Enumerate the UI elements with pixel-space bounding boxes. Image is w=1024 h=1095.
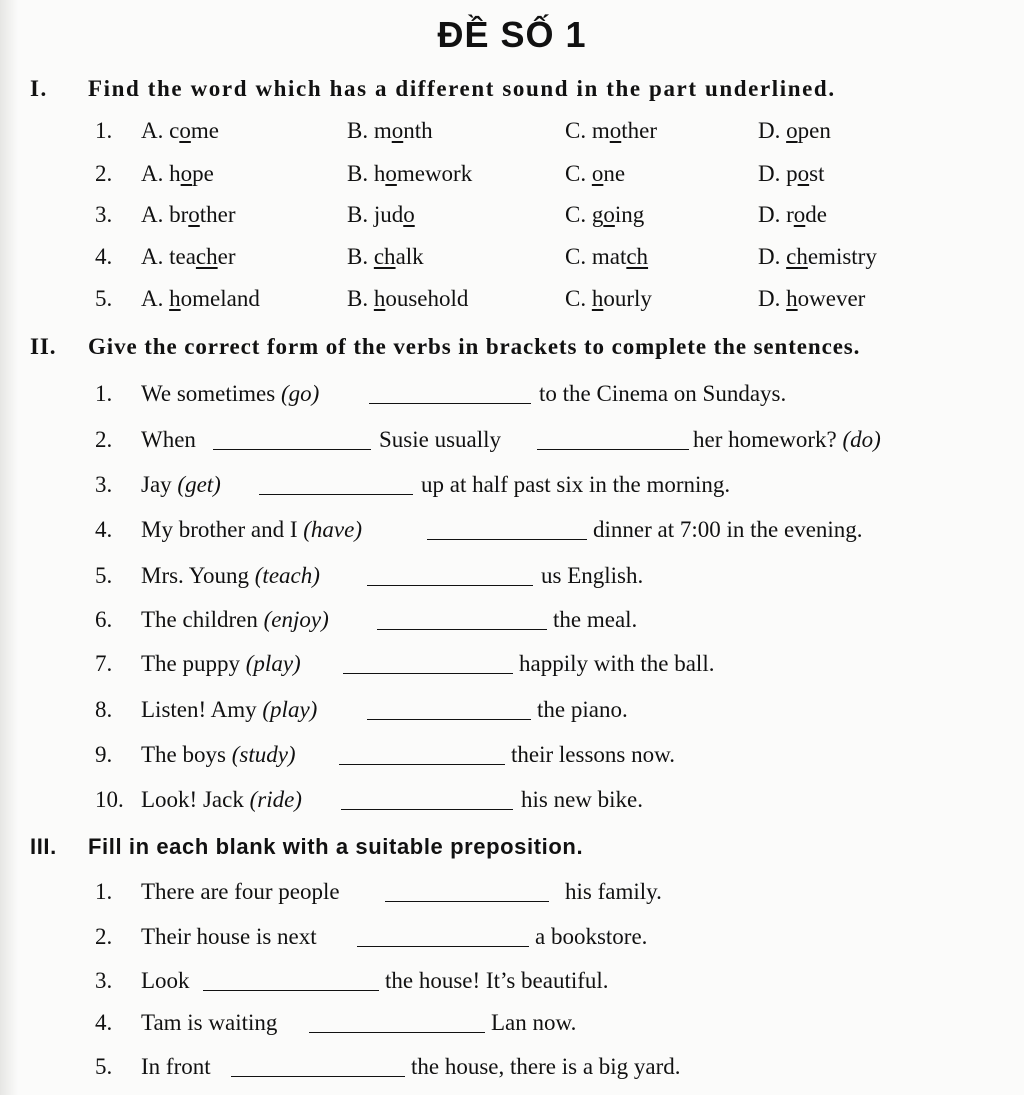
option-c: C. mother [565,118,657,143]
option-b: B. judo [347,202,415,227]
answer-blank[interactable] [339,764,505,765]
answer-blank[interactable] [369,403,531,404]
sentence-number: 5. [95,1054,113,1079]
section-3-heading [30,834,583,860]
answer-blank[interactable] [309,1032,485,1033]
option-c: C. match [565,244,649,269]
sentence-suffix: us English. [541,563,644,588]
answer-blank[interactable] [357,946,529,947]
sentence-suffix: a bookstore. [535,924,648,949]
option-a: A. teacher [141,244,236,269]
question-row [95,161,995,191]
option-a: A. hope [141,161,214,186]
sentence-number: 2. [95,427,113,452]
section-3-number: III. [30,834,57,859]
sentence-suffix: his family. [565,879,662,904]
section-1-number: I. [30,76,48,101]
sentence-prefix: There are four people [141,879,340,904]
verb-hint: (enjoy) [263,607,329,632]
sentence-prefix: The boys (study) [141,742,296,767]
option-d: D. post [758,161,825,186]
sentence-number: 3. [95,472,113,497]
question-row [95,202,995,232]
question-number: 2. [95,161,113,186]
sentence-suffix: the house, there is a big yard. [411,1054,681,1079]
sentence-number: 8. [95,697,113,722]
sentence-number: 3. [95,968,113,993]
verb-hint: (play) [245,651,301,676]
sentence-prefix: My brother and I (have) [141,517,362,542]
option-c: C. going [565,202,645,227]
sentence-prefix: The puppy (play) [141,651,301,676]
question-number: 4. [95,244,113,269]
option-b: B. chalk [347,244,424,269]
verb-hint: (go) [280,381,320,406]
sentence-middle: Susie usually [379,427,502,452]
sentence-prefix: The children (enjoy) [141,607,329,632]
sentence-suffix: dinner at 7:00 in the evening. [593,517,863,542]
sentence-suffix: Lan now. [491,1010,577,1035]
verb-hint: (do) [842,427,881,452]
answer-blank[interactable] [537,449,689,450]
section-2-heading [30,334,860,360]
sentence-prefix: Listen! Amy (play) [141,697,318,722]
answer-blank[interactable] [367,719,531,720]
option-d: D. chemistry [758,244,877,269]
question-row [95,244,995,274]
sentence-number: 6. [95,607,113,632]
answer-blank[interactable] [213,449,371,450]
sentence-prefix: Their house is next [141,924,317,949]
answer-blank[interactable] [377,629,547,630]
option-a: A. homeland [141,286,260,311]
verb-hint: (play) [262,697,318,722]
sentence-suffix: up at half past six in the morning. [421,472,731,497]
option-b: B. household [347,286,469,311]
answer-blank[interactable] [343,673,513,674]
question-number: 3. [95,202,113,227]
sentence-number: 4. [95,1010,113,1035]
sentence-suffix: his new bike. [521,787,644,812]
section-2-number: II. [30,334,57,359]
option-a: A. come [141,118,219,143]
option-d: D. rode [758,202,827,227]
option-b: B. month [347,118,433,143]
section-2-instruction: Give the correct form of the verbs in brackets to complete the sentences. [88,334,861,359]
answer-blank[interactable] [231,1076,405,1077]
sentence-suffix: their lessons now. [511,742,675,767]
sentence-number: 5. [95,563,113,588]
section-3-instruction: Fill in each blank with a suitable preposition. [88,834,584,859]
question-row [95,118,995,148]
page-edge-shadow [0,0,18,1095]
section-1-instruction: Find the word which has a different sound in the part underlined. [88,76,836,101]
sentence-prefix: In front [141,1054,211,1079]
sentence-suffix: the piano. [537,697,628,722]
option-d: D. open [758,118,831,143]
answer-blank[interactable] [385,901,549,902]
sentence-number: 10. [95,787,124,812]
option-b: B. homework [347,161,473,186]
answer-blank[interactable] [259,494,413,495]
sentence-suffix: her homework? (do) [693,427,881,452]
sentence-prefix: Tam is waiting [141,1010,278,1035]
sentence-prefix: Look! Jack (ride) [141,787,302,812]
sentence-prefix: We sometimes (go) [141,381,320,406]
question-row [95,286,995,316]
verb-hint: (teach) [254,563,320,588]
answer-blank[interactable] [203,990,379,991]
sentence-prefix: When [141,427,196,452]
sentence-prefix: Look [141,968,190,993]
verb-hint: (ride) [249,787,302,812]
sentence-number: 1. [95,381,113,406]
sentence-suffix: the meal. [553,607,638,632]
section-1-heading [30,76,836,102]
question-number: 1. [95,118,113,143]
sentence-number: 9. [95,742,113,767]
verb-hint: (get) [177,472,221,497]
sentence-number: 7. [95,651,113,676]
sentence-prefix: Jay (get) [141,472,221,497]
option-d: D. however [758,286,866,311]
sentence-number: 4. [95,517,113,542]
sentence-suffix: to the Cinema on Sundays. [539,381,787,406]
verb-hint: (study) [231,742,296,767]
question-number: 5. [95,286,113,311]
sentence-suffix: happily with the ball. [519,651,715,676]
answer-blank[interactable] [427,539,587,540]
sentence-suffix: the house! It’s beautiful. [385,968,609,993]
option-c: C. hourly [565,286,652,311]
option-a: A. brother [141,202,236,227]
answer-blank[interactable] [367,585,533,586]
answer-blank[interactable] [341,809,513,810]
option-c: C. one [565,161,626,186]
verb-hint: (have) [303,517,362,542]
sentence-prefix: Mrs. Young (teach) [141,563,320,588]
sentence-number: 2. [95,924,113,949]
page-title: ĐỀ SỐ 1 [437,14,587,55]
sentence-number: 1. [95,879,113,904]
